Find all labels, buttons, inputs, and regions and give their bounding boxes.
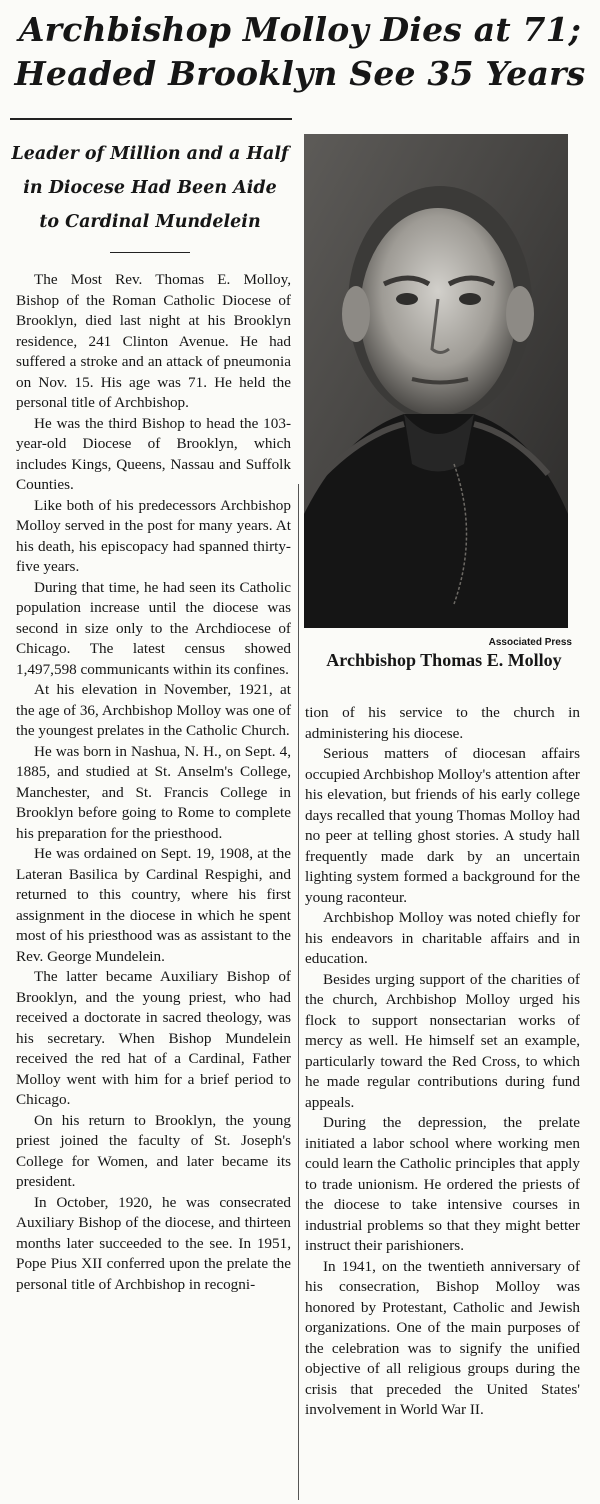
deck-line: to Cardinal Mundelein [39, 212, 261, 232]
article-column-1 [16, 270, 291, 1295]
paragraph: During that time, he had seen its Catholic population increase until the diocese was second in size only to the Archdiocese of Chicago. The latest census showed 1,497,598 communicants within its confines. [16, 578, 291, 678]
paragraph: During the depression, the prelate initiated a labor school where working men could learn the Catholic principles that apply to trade unionism. He ordered the priests of the diocese to take intensive courses in industrial problems so that they might better instruct their parishioners. [305, 1114, 580, 1254]
paragraph: tion of his service to the church in administering his diocese. [305, 704, 580, 742]
photo-caption: Archbishop Thomas E. Molloy [326, 650, 562, 670]
deck-separator [110, 252, 190, 253]
deck-rule [10, 118, 292, 120]
deck-line: in Diocese Had Been Aide [23, 178, 277, 198]
paragraph: Like both of his predecessors Archbishop Molloy served in the post for many years. At his death, his episcopacy had spanned thirty-five years. [16, 496, 291, 575]
portrait-photo [304, 134, 568, 628]
column-divider [298, 484, 299, 1500]
paragraph: The latter became Auxiliary Bishop of Brooklyn, and the young priest, who had received a doctorate in sacred theology, was his secretary. When Bishop Mundelein received the red hat of a Cardinal, Father Molloy went with him for a brief period to Chicago. [16, 968, 291, 1108]
photo-credit: Associated Press [488, 637, 572, 648]
paragraph: He was the third Bishop to head the 103-year-old Diocese of Brooklyn, which includes Kings, Queens, Nassau and Suffolk Counties. [16, 414, 291, 493]
deck-line: Leader of Million and a Half [11, 144, 289, 164]
paragraph: At his elevation in November, 1921, at the age of 36, Archbishop Molloy was one of the youngest prelates in the Catholic Church. [16, 681, 291, 739]
paragraph: Besides urging support of the charities of the church, Archbishop Molloy urged his flock to support nonsectarian works of mercy as well. He himself set an example, particularly toward the Red Cross, to which he made regular contributions during fund appeals. [305, 970, 580, 1111]
deck-headline [4, 137, 296, 239]
paragraph: He was ordained on Sept. 19, 1908, at the Lateran Basilica by Cardinal Respighi, and returned to this country, where his first assignment in the diocese in which he spent most of his priesthood was as assistant to the Rev. George Mundelein. [16, 845, 291, 965]
paragraph: Serious matters of diocesan affairs occupied Archbishop Molloy's attention after his elevation, but friends of his early college days recalled that young Thomas Molloy had no peer at telling ghost stories. A study hall frequently made dark by an uncertain lighting system formed a background for the young raconteur. [305, 745, 580, 906]
paragraph: He was born in Nashua, N. H., on Sept. 4, 1885, and studied at St. Anselm's College, Manchester, and St. Francis College in Brooklyn before going to Rome to complete his preparation for the priesthood. [16, 742, 291, 842]
headline-line-1: Archbishop Molloy Dies at 71; [18, 10, 582, 49]
article-column-2 [305, 703, 580, 1421]
paragraph: Archbishop Molloy was noted chiefly for his endeavors in charitable affairs and in education. [305, 909, 580, 967]
headline-line-2: Headed Brooklyn See 35 Years [14, 54, 586, 93]
paragraph: In 1941, on the twentieth anniversary of his consecration, Bishop Molloy was honored by Protestant, Catholic and Jewish organizations. One of the main purposes of the celebration was to signify the unified objective of all religious groups during the crisis that preceded the United States' involvement in World War II. [305, 1257, 580, 1418]
portrait-illustration [304, 134, 568, 628]
paragraph: The Most Rev. Thomas E. Molloy, Bishop of the Roman Catholic Diocese of Brooklyn, died last night at his Brooklyn residence, 241 Clinton Avenue. He had suffered a stroke and an attack of pneumonia on Nov. 15. His age was 71. He held the personal title of Archbishop. [16, 271, 291, 411]
paragraph: On his return to Brooklyn, the young priest joined the faculty of St. Joseph's College for Women, and later became its president. [16, 1111, 291, 1190]
paragraph: In October, 1920, he was consecrated Auxiliary Bishop of the diocese, and thirteen months later succeeded to the see. In 1951, Pope Pius XII conferred upon the prelate the personal title of Archbishop in recogni- [16, 1193, 291, 1293]
